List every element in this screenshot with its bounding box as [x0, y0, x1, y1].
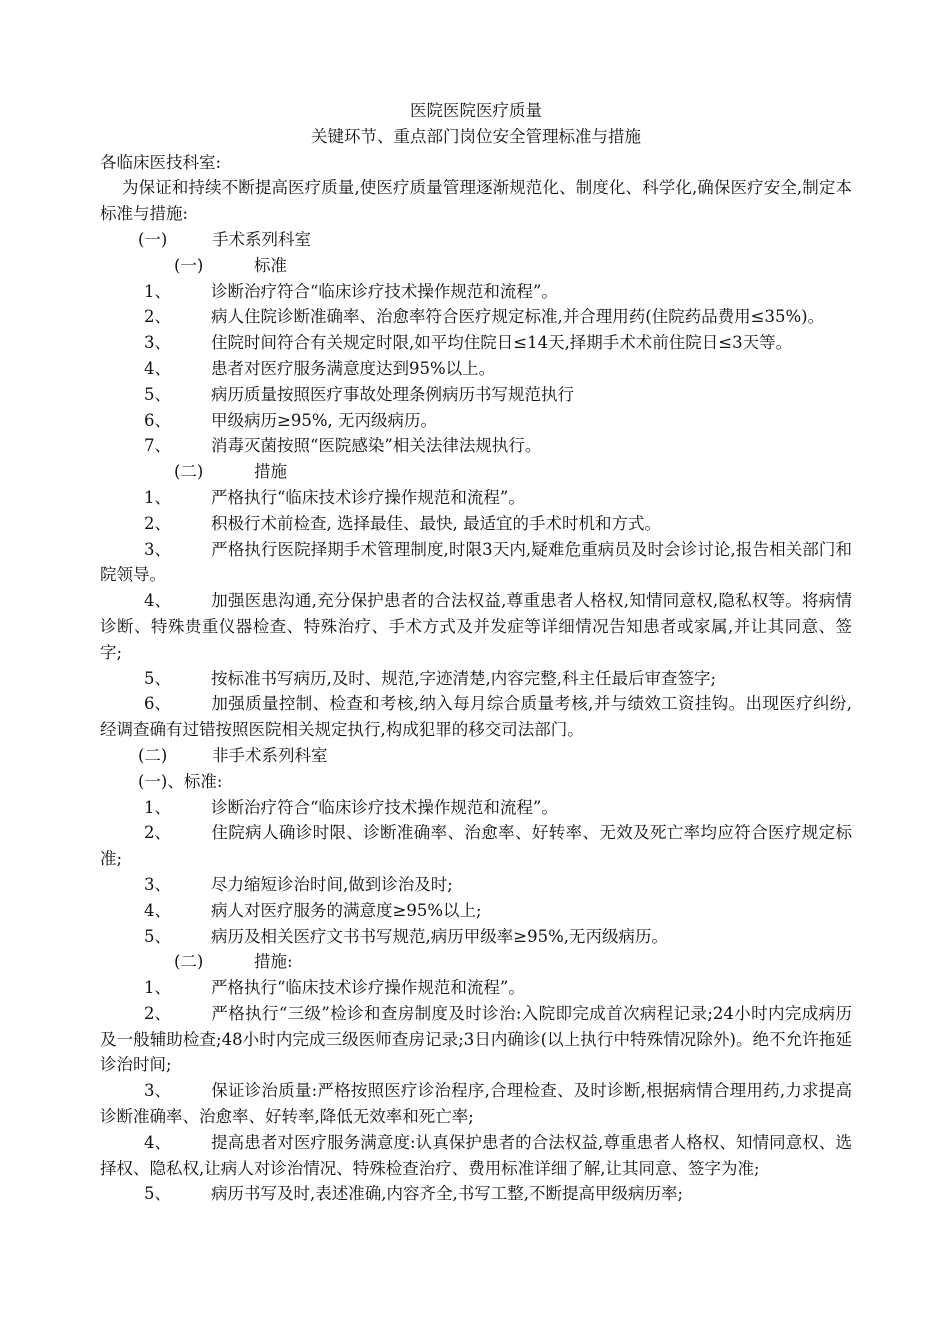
list-item: 5、 病历及相关医疗文书书写规范,病历甲级率≥95%,无丙级病历。 [144, 926, 668, 946]
list-item: 4、 加强医患沟通,充分保护患者的合法权益,尊重患者人格权,知情同意权,隐私权等。将病情诊断、特殊贵重仪器检查、特殊治疗、手术方式及并发症等详细情况告知患者或家属,并让其同意、签字; [100, 591, 852, 662]
list-item: 5、 按标准书写病历,及时、规范,字迹清楚,内容完整,科主任最后审查签字; [144, 668, 717, 688]
subsection-heading [100, 949, 852, 975]
list-item: 5、 病历书写及时,表述准确,内容齐全,书写工整,不断提高甲级病历率; [144, 1184, 684, 1204]
section-heading [100, 743, 852, 769]
list-item: 2、 积极行术前检查, 选择最佳、最快, 最适宜的手术时机和方式。 [144, 513, 661, 533]
subsection-title: 标准 [254, 255, 287, 275]
list-item: 2、 住院病人确诊时限、诊断准确率、治愈率、好转率、无效及死亡率均应符合医疗规定标准; [100, 823, 852, 869]
list-item: 1、 严格执行“临床技术诊疗操作规范和流程”。 [144, 487, 525, 507]
doc-title-line2: 关键环节、重点部门岗位安全管理标准与措施 [311, 126, 641, 146]
subsection-title: 措施: [254, 952, 293, 972]
doc-title-line1: 医院医院医疗质量 [410, 101, 542, 120]
subsection-label: (二) [174, 462, 204, 482]
subsection-label: (一)、 [138, 771, 184, 791]
list-item: 6、 甲级病历≥95%, 无丙级病历。 [144, 410, 437, 430]
list-item: 3、 严格执行医院择期手术管理制度,时限3天内,疑难危重病员及时会诊讨论,报告相关部门和院领导。 [100, 539, 852, 585]
intro-paragraph: 为保证和持续不断提高医疗质量,使医疗质量管理逐渐规范化、制度化、科学化,确保医疗安全,制定本标准与措施: [100, 178, 852, 224]
salutation: 各临床医技科室: [100, 152, 222, 172]
subsection-heading [100, 459, 852, 485]
list-item: 2、 严格执行“三级”检诊和查房制度及时诊治:入院即完成首次病程记录;24小时内完成病历及一般辅助检查;48小时内完成三级医师查房记录;3日内确诊(以上执行中特殊情况除外)。绝不允许拖延诊治时间; [100, 1003, 852, 1075]
subsection-title: 标准: [183, 771, 223, 791]
list-item: 1、 诊断治疗符合“临床诊疗技术操作规范和流程”。 [144, 281, 558, 301]
section-label: (二) [138, 745, 168, 765]
list-item: 1、 诊断治疗符合“临床诊疗技术操作规范和流程”。 [144, 797, 558, 817]
document-page [100, 98, 852, 1207]
subsection-heading [100, 253, 852, 279]
list-item: 4、 病人对医疗服务的满意度≥95%以上; [144, 900, 482, 920]
list-item: 1、 严格执行“临床技术诊疗操作规范和流程”。 [144, 978, 525, 998]
list-item: 4、 患者对医疗服务满意度达到95%以上。 [144, 358, 496, 378]
subsection-label: (二) [174, 952, 204, 972]
list-item: 4、 提高患者对医疗服务满意度:认真保护患者的合法权益,尊重患者人格权、知情同意权、选择权、隐私权,让病人对诊治情况、特殊检查治疗、费用标准详细了解,让其同意、签字为准; [100, 1132, 852, 1178]
list-item: 3、 住院时间符合有关规定时限,如平均住院日≤14天,择期手术术前住院日≤3天等。 [144, 333, 793, 353]
list-item: 3、 尽力缩短诊治时间,做到诊治及时; [144, 874, 453, 894]
section-title: 非手术系列科室 [212, 745, 328, 765]
section-heading [100, 227, 852, 253]
subsection-label: (一) [174, 255, 204, 275]
list-item: 3、 保证诊治质量:严格按照医疗诊治程序,合理检查、及时诊断,根据病情合理用药,力求提高诊断准确率、治愈率、好转率,降低无效率和死亡率; [100, 1081, 852, 1127]
section-label: (一) [138, 229, 168, 249]
subsection-heading [100, 769, 852, 795]
list-item: 6、 加强质量控制、检查和考核,纳入每月综合质量考核,并与绩效工资挂钩。出现医疗纠纷,经调查确有过错按照医院相关规定执行,构成犯罪的移交司法部门。 [100, 694, 852, 740]
subsection-title: 措施 [254, 462, 287, 482]
list-item: 2、 病人住院诊断准确率、治愈率符合医疗规定标准,并合理用药(住院药品费用≤35%)。 [144, 307, 825, 327]
list-item: 7、 消毒灭菌按照“医院感染”相关法律法规执行。 [144, 436, 542, 456]
section-title: 手术系列科室 [212, 229, 311, 249]
list-item: 5、 病历质量按照医疗事故处理条例病历书写规范执行 [144, 384, 574, 404]
